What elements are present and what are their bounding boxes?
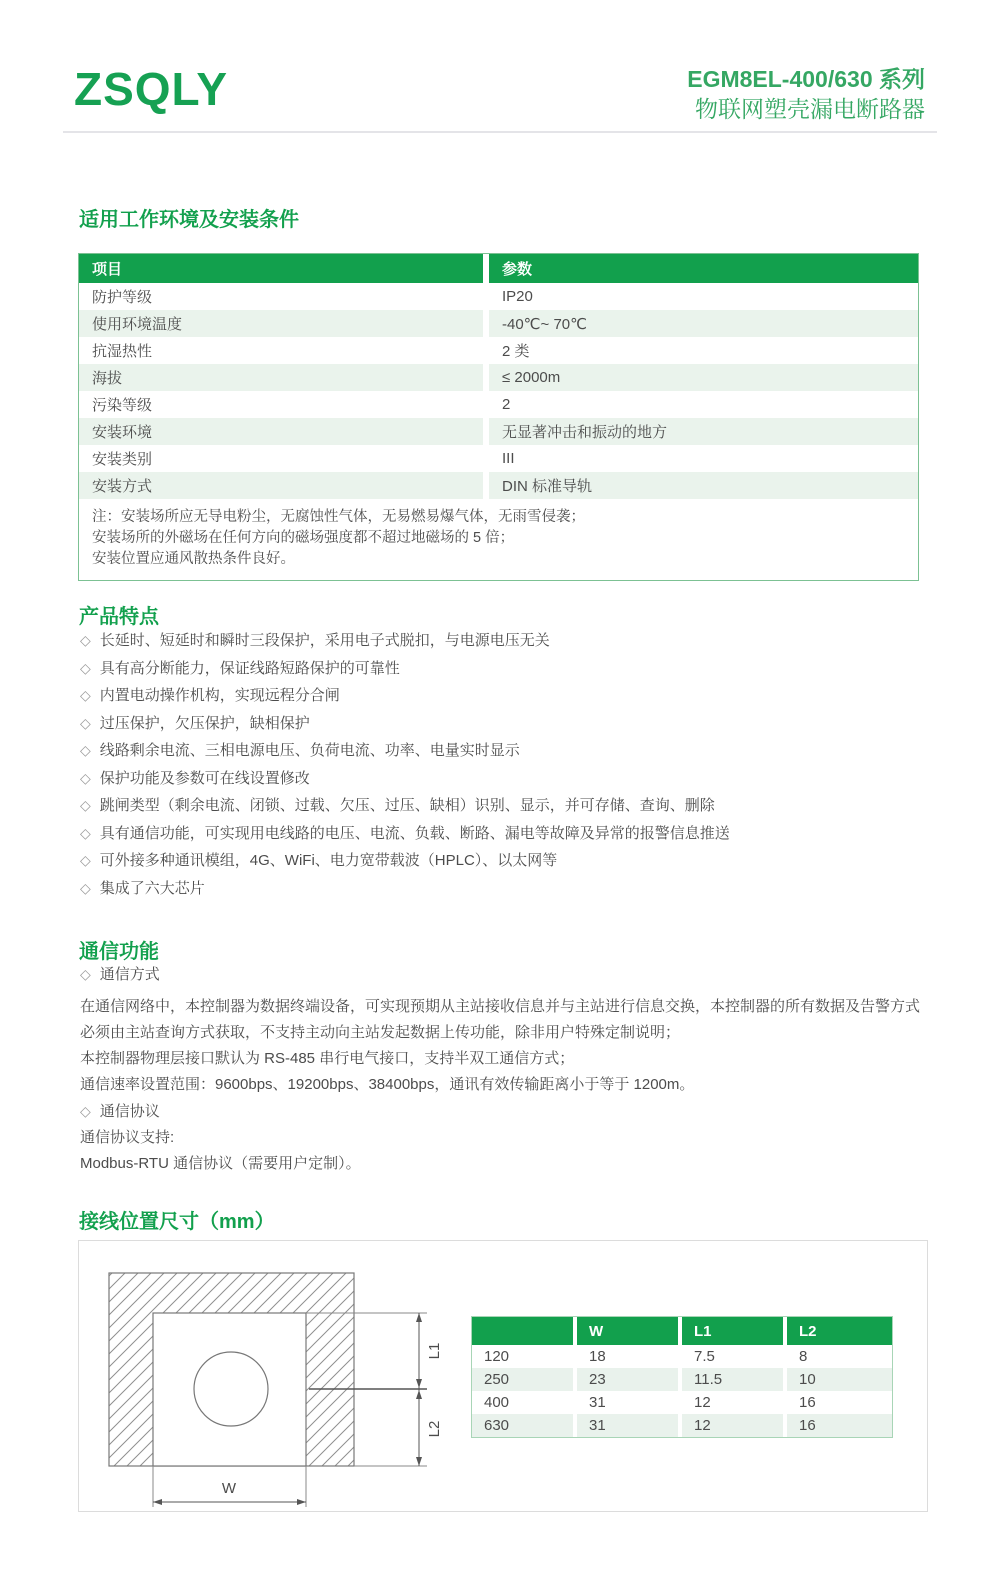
note-line: 安装场所的外磁场在任何方向的磁场强度都不超过地磁场的 5 倍； (92, 530, 515, 546)
comm-paragraph-line: 在通信网络中，本控制器为数据终端设备，可实现预期从主站接收信息并与主站进行信息交换，本控制器的所有数据及告警方式 (80, 998, 921, 1015)
installation-note (79, 499, 918, 580)
env-table-box (78, 253, 919, 581)
list-item (80, 820, 730, 848)
dims-cell: 31 (577, 1414, 682, 1437)
dims-cell: 250 (472, 1368, 577, 1391)
env-section-heading: 适用工作环境及安装条件 (79, 209, 299, 231)
table-row (79, 364, 918, 391)
env-row-value: 无显著冲击和振动的地方 (489, 418, 918, 445)
env-row-item: 海拔 (79, 364, 489, 391)
dims-cell: 630 (472, 1414, 577, 1437)
feature-text: 集成了六大芯片 (99, 879, 205, 897)
env-row-value: ≤ 2000m (489, 364, 918, 391)
dim-label-l1: L1 (426, 1342, 443, 1360)
dims-table-wrap (471, 1316, 893, 1438)
diamond-bullet-icon: ◇ (80, 797, 91, 813)
env-row-item: 抗湿热性 (79, 337, 489, 364)
table-row (472, 1391, 892, 1414)
list-item (80, 847, 730, 875)
env-row-value: III (489, 445, 918, 472)
feature-text: 可外接多种通讯模组，4G、WiFi、电力宽带载波（HPLC）、以太网等 (99, 852, 558, 869)
env-row-value: 2 类 (489, 337, 918, 364)
feature-list (80, 627, 730, 902)
brand-logo: ZSQLY (74, 63, 229, 115)
table-row (472, 1414, 892, 1437)
dims-box (78, 1240, 928, 1512)
note-line: 注：安装场所应无导电粉尘，无腐蚀性气体，无易燃易爆气体，无雨雪侵袭； (92, 509, 585, 525)
env-table (79, 254, 918, 499)
dims-cell: 400 (472, 1391, 577, 1414)
dims-col-header-w: W (577, 1317, 682, 1345)
comm-paragraph-line: 本控制器物理层接口默认为 RS-485 串行电气接口，支持半双工通信方式； (80, 1050, 575, 1067)
note-line: 安装位置应通风散热条件良好。 (92, 551, 295, 567)
diamond-bullet-icon: ◇ (80, 714, 91, 731)
env-row-item: 污染等级 (79, 391, 489, 418)
table-row (79, 472, 918, 499)
table-row (79, 337, 918, 364)
dims-cell: 12 (682, 1414, 787, 1437)
feature-text: 保护功能及参数可在线设置修改 (99, 769, 310, 787)
diamond-bullet-icon: ◇ (80, 769, 91, 786)
list-item (80, 655, 730, 683)
dims-cell: 8 (787, 1345, 892, 1368)
dims-cell: 31 (577, 1391, 682, 1414)
list-item (80, 682, 730, 710)
feature-text: 具有通信功能，可实现用电线路的电压、电流、负载、断路、漏电等故障及异常的报警信息推送 (99, 824, 730, 842)
dims-cell: 11.5 (682, 1368, 787, 1391)
comm-paragraph-line: 必须由主站查询方式获取，不支持主动向主站发起数据上传功能，除非用户特殊定制说明； (80, 1024, 681, 1041)
table-row (79, 283, 918, 310)
features-section-heading: 产品特点 (79, 606, 159, 628)
feature-text: 内置电动操作机构，实现远程分合闸 (99, 687, 340, 704)
dim-label-w: W (221, 1480, 237, 1497)
dims-col-header-rating (472, 1317, 577, 1345)
diamond-bullet-icon: ◇ (80, 687, 91, 703)
comm-paragraph-line: 通信速率设置范围：9600bps、19200bps、38400bps，通讯有效传输距离小于等于 1200m。 (80, 1076, 695, 1093)
comm-protocol-support-label: 通信协议支持: (80, 1129, 175, 1146)
env-col-header-item: 项目 (79, 254, 489, 283)
feature-text: 具有高分断能力，保证线路短路保护的可靠性 (99, 659, 400, 677)
env-row-item: 安装方式 (79, 472, 489, 499)
dims-cell: 10 (787, 1368, 892, 1391)
table-row (472, 1368, 892, 1391)
list-item (80, 875, 730, 903)
list-item (80, 737, 730, 765)
env-row-item: 使用环境温度 (79, 310, 489, 337)
diamond-bullet-icon: ◇ (80, 966, 91, 982)
dims-cell: 12 (682, 1391, 787, 1414)
dims-section-heading: 接线位置尺寸（mm） (79, 1211, 275, 1233)
dims-cell: 16 (787, 1414, 892, 1437)
env-row-value: 2 (489, 391, 918, 418)
dims-cell: 120 (472, 1345, 577, 1368)
env-col-header-param: 参数 (489, 254, 918, 283)
diamond-bullet-icon: ◇ (80, 742, 91, 758)
feature-text: 长延时、短延时和瞬时三段保护，采用电子式脱扣，与电源电压无关 (99, 632, 550, 649)
diamond-bullet-icon: ◇ (80, 852, 91, 868)
product-name-title: 物联网塑壳漏电断路器 (695, 96, 925, 122)
dims-cell: 18 (577, 1345, 682, 1368)
comm-sub-text: 通信方式 (99, 966, 160, 983)
comm-subheading-protocol (80, 1098, 920, 1125)
env-row-item: 安装类别 (79, 445, 489, 472)
env-row-value: IP20 (489, 283, 918, 310)
env-row-value: -40℃~ 70℃ (489, 310, 918, 337)
table-row (79, 310, 918, 337)
dims-cell: 7.5 (682, 1345, 787, 1368)
list-item (80, 792, 730, 820)
env-row-value: DIN 标准导轨 (489, 472, 918, 499)
feature-text: 过压保护，欠压保护，缺相保护 (99, 714, 310, 732)
feature-text: 线路剩余电流、三相电源电压、负荷电流、功率、电量实时显示 (99, 742, 520, 759)
dims-table-header-row (472, 1317, 892, 1345)
list-item (80, 627, 730, 655)
diamond-bullet-icon: ◇ (80, 824, 91, 841)
dim-label-l2: L2 (426, 1420, 443, 1438)
dims-cell: 16 (787, 1391, 892, 1414)
table-row (79, 445, 918, 472)
table-row (79, 391, 918, 418)
diamond-bullet-icon: ◇ (80, 632, 91, 648)
env-table-header-row (79, 254, 918, 283)
product-series-title: EGM8EL-400/630 系列 (687, 66, 925, 92)
dims-cell: 23 (577, 1368, 682, 1391)
comm-sub-text: 通信协议 (99, 1103, 160, 1120)
comm-subheading-mode (80, 962, 920, 987)
diamond-bullet-icon: ◇ (80, 1103, 91, 1119)
header-divider (63, 131, 937, 133)
env-row-item: 安装环境 (79, 418, 489, 445)
dims-col-header-l2: L2 (787, 1317, 892, 1345)
dims-col-header-l1: L1 (682, 1317, 787, 1345)
comm-section-heading: 通信功能 (79, 941, 159, 963)
product-title-block (687, 64, 925, 124)
comm-body (80, 962, 920, 1177)
env-row-item: 防护等级 (79, 283, 489, 310)
feature-text: 跳闸类型（剩余电流、闭锁、过载、欠压、过压、缺相）识别、显示，并可存储、查询、删除 (99, 797, 715, 814)
comm-protocol-name: Modbus-RTU 通信协议（需要用户定制）。 (80, 1155, 361, 1172)
dims-table (472, 1317, 892, 1437)
list-item (80, 765, 730, 793)
diamond-bullet-icon: ◇ (80, 659, 91, 676)
list-item (80, 710, 730, 738)
wiring-dimension-diagram (79, 1241, 479, 1513)
diamond-bullet-icon: ◇ (80, 879, 91, 896)
table-row (79, 418, 918, 445)
table-row (472, 1345, 892, 1368)
